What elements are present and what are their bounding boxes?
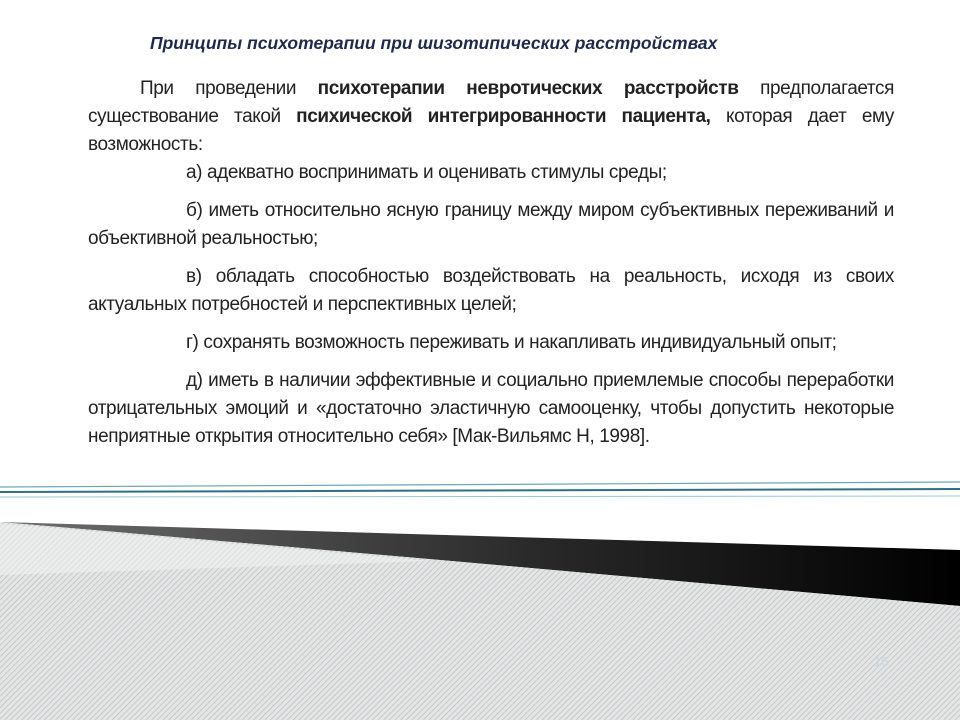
- list-item: в) обладать способностью воздействовать на реальность, исходя из своих актуальных потребностей и перспективных целей;: [88, 266, 894, 315]
- intro-text: предполагается существование такой: [88, 78, 894, 127]
- list-item: д) иметь в наличии эффективные и социально приемлемые способы переработки отрицательных эмоций и «достаточно эластичную самооценку, чтобы допустить некоторые неприятные открытия относительно себя» [Мак-Вильямс Н, 1998].: [88, 370, 894, 447]
- list-item: а) адекватно воспринимать и оценивать стимулы среды;: [186, 162, 667, 183]
- intro-text: При проведении: [140, 78, 318, 99]
- accent-lines: [0, 482, 960, 497]
- list-item: г) сохранять возможность переживать и накапливать индивидуальный опыт;: [186, 332, 837, 353]
- intro-emphasis: психотерапии невротических расстройств: [317, 78, 739, 99]
- list-item: б) иметь относительно ясную границу между миром субъективных переживаний и объективной реальностью;: [88, 200, 894, 249]
- intro-paragraph: [88, 75, 894, 159]
- intro-text: которая дает ему возможность:: [88, 106, 895, 155]
- slide-title: Принципы психотерапии при шизотипических расстройствах: [150, 33, 718, 53]
- slide-number: 16: [874, 654, 889, 669]
- intro-emphasis: психической интегрированности пациента,: [296, 106, 711, 127]
- body-text: [88, 75, 894, 451]
